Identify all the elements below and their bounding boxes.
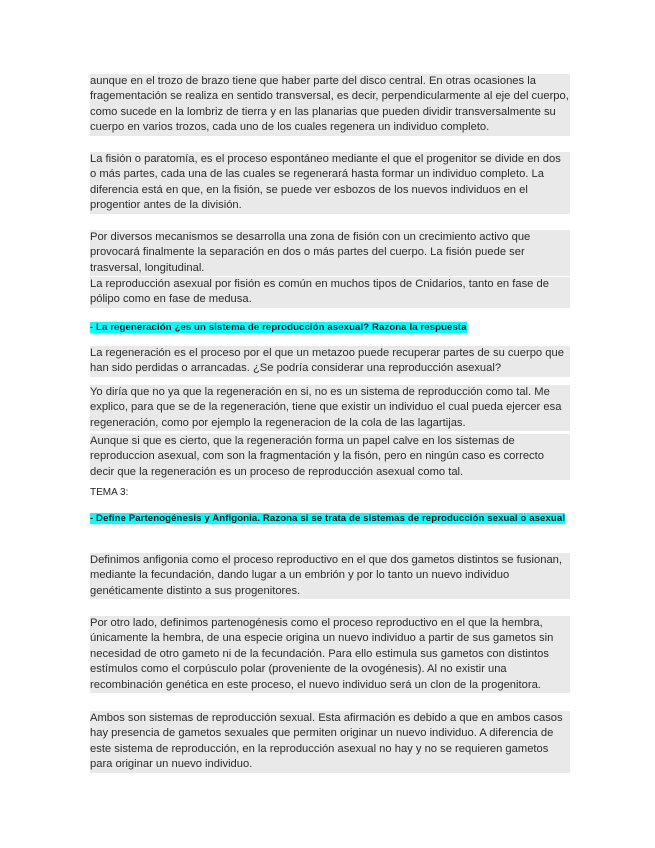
paragraph-partenogenesis: Por otro lado, definimos partenogénesis como el proceso reproductivo en el que la hembra, únicamente la hembra, de una especie origina un nuevo individuo a partir de sus gametos sin necesidad de otro gameto ni de la fecundación. Para ello estimula sus gametos con distintos estímulos como el corpúsculo polar (proveniente de la ovogénesis). Al no existir una recombinación genética en este proceso, el nuevo individuo será un clon de la progenitora. [90, 616, 570, 693]
paragraph-sexual-systems: Ambos son sistemas de reproducción sexual. Esta afirmación es debido a que en ambos casos hay presencia de gametos sexuales que permiten originar un nuevo individuo. A diferencia de este sistema de reproducción, en la reproducción asexual no hay y no se requieren gametos para originar un nuevo individuo. [90, 711, 570, 773]
section-heading-tema-3: TEMA 3: [90, 487, 129, 498]
answer-regeneration-opinion: Yo diría que no ya que la regeneración en si, no es un sistema de reproducción como tal. Me explico, para que se de la regeneración, tiene que existir un individuo el cual pueda ejercer esa regeneración, como por ejemplo la regeneracion de la cola de las lagartijas. [90, 385, 570, 431]
paragraph-fision-cnidarios: La reproducción asexual por fisión es común en muchos tipos de Cnidarios, tanto en fase de pólipo como en fase de medusa. [90, 277, 570, 308]
paragraph-fision: La fisión o paratomía, es el proceso espontáneo mediante el que el progenitor se divide en dos o más partes, cada una de las cuales se regenerará hasta formar un individuo completo. La diferencia está en que, en la fisión, se puede ver esbozos de los nuevos individuos en el progentior antes de la división. [90, 152, 570, 214]
paragraph-fision-mechanism: Por diversos mecanismos se desarrolla una zona de fisión con un crecimiento activo que provocará finalmente la separación en dos o más partes del cuerpo. La fisión puede ser trasversal, longitudinal. [90, 230, 570, 276]
answer-regeneration-definition: La regeneración es el proceso por el que un metazoo puede recuperar partes de su cuerpo que han sido perdidas o arrancadas. ¿Se podría considerar una reproducción asexual? [90, 346, 570, 377]
question-partenogenesis: - Define Partenogénesis y Anfigonia. Razona si se trata de sistemas de reproducción sexual o asexual [90, 513, 566, 524]
paragraph-fragmentation: aunque en el trozo de brazo tiene que haber parte del disco central. En otras ocasiones la fragementación se realiza en sentido transversal, es decir, perpendicularmente al eje del cuerpo, como sucede en la lombriz de tierra y en las planarias que pueden dividir transversalmente su cuerpo en varios trozos, cada uno de los cuales regenera un individuo completo. [90, 74, 570, 136]
question-regeneration: - La regeneración ¿es un sistema de reproducción asexual? Razona la respuesta [90, 322, 467, 333]
answer-regeneration-conclusion: Aunque si que es cierto, que la regeneración forma un papel calve en los sistemas de reproduccion asexual, com son la fragmentación y la fisón, pero en ningún caso es correcto decir que la regeneración es un proceso de reproducción asexual como tal. [90, 434, 570, 480]
paragraph-anfigonia: Definimos anfigonia como el proceso reproductivo en el que dos gametos distintos se fusionan, mediante la fecundación, dando lugar a un embrión y por lo tanto un nuevo individuo genéticamente distinto a sus progenitores. [90, 553, 570, 599]
